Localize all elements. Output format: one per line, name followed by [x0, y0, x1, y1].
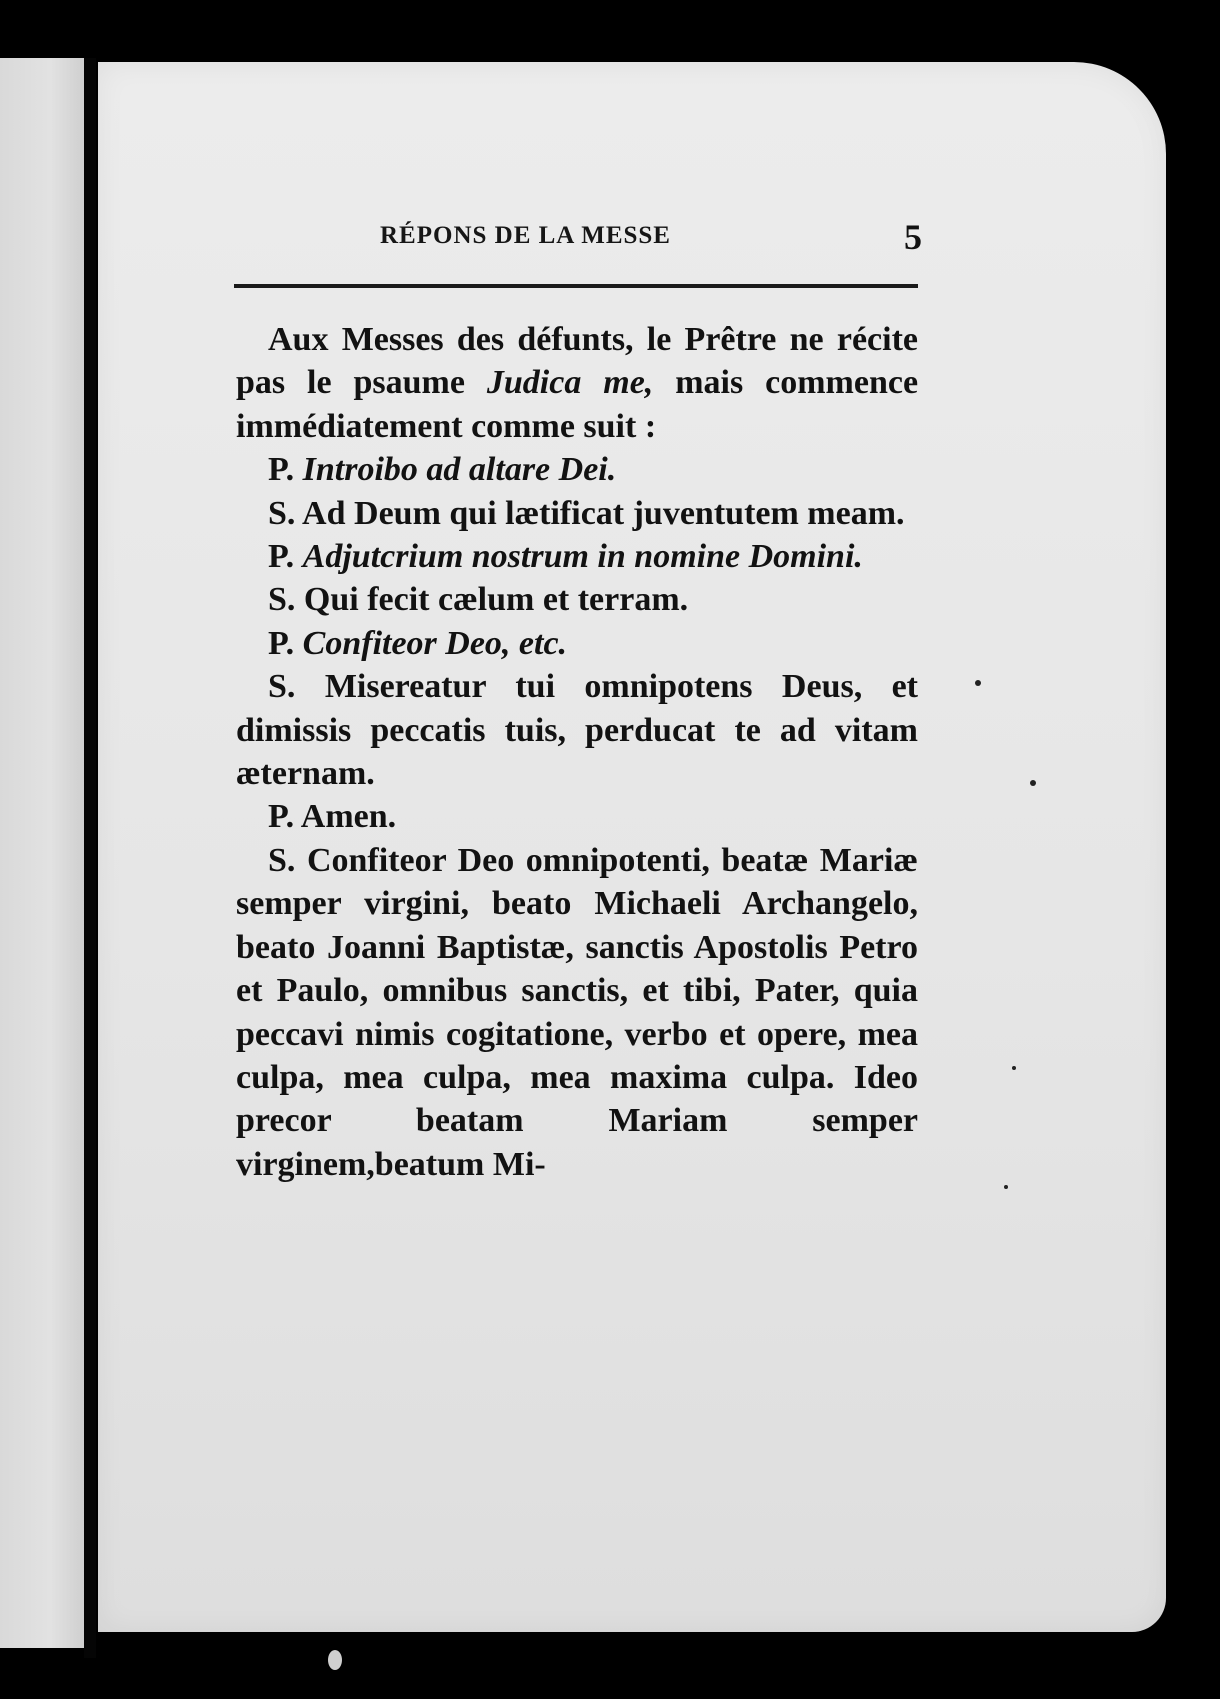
response-text: Adjutcrium nostrum in nomine Domini. [302, 538, 863, 576]
adjacent-page-edge [0, 58, 84, 1648]
intro-end: mais commence immédiatement comme suit : [236, 364, 919, 445]
page-number: 5 [904, 217, 922, 257]
intro-italic: Judica me, [486, 364, 654, 402]
scan-speck [1004, 1185, 1008, 1189]
speaker-label: P. [268, 538, 295, 576]
running-title: RÉPONS DE LA MESSE [380, 222, 671, 249]
speaker-label: S. [268, 841, 296, 879]
scan-speck [1030, 780, 1036, 786]
response-line [236, 622, 918, 665]
response-text: Confiteor Deo, etc. [302, 624, 568, 662]
intro-paragraph [236, 318, 918, 448]
scan-speck [1012, 1066, 1016, 1070]
response-line [236, 795, 918, 838]
response-text: Ad Deum qui lætificat juventutem meam. [302, 494, 905, 532]
response-line [236, 578, 918, 621]
response-line [236, 665, 918, 795]
response-line [236, 492, 918, 535]
page-body [236, 318, 918, 1186]
response-text: Confiteor Deo omnipotenti, beatæ Mariæ semper virgini, beato Michaeli Archangelo, beato Joanni Baptistæ, sanctis Apostolis Petro et Paulo, omnibus sanctis, et tibi, Pater, quia peccavi nimis cogitatione, verbo et opere, mea culpa, mea culpa, mea maxima culpa. Ideo precor beatam Mariam semper virginem,beatum Mi- [236, 841, 918, 1183]
response-line [236, 535, 918, 578]
header-rule [234, 284, 918, 288]
scan-speck [975, 680, 981, 686]
response-line [236, 448, 918, 491]
speaker-label: P. [268, 451, 295, 489]
running-head [232, 217, 922, 262]
intro-text: Aux Messes des défunts, le Prêtre ne récite pas le psaume [236, 321, 918, 402]
speaker-label: P. [268, 798, 295, 836]
response-text: Misereatur tui omnipotens Deus, et dimissis peccatis tuis, perducat te ad vitam æternam. [236, 668, 919, 793]
response-text: Introibo ad altare Dei. [302, 451, 617, 489]
speaker-label: S. [268, 494, 296, 532]
speaker-label: P. [268, 624, 295, 662]
response-line [236, 839, 918, 1186]
binding-gutter [84, 58, 96, 1658]
speaker-label: S. [268, 581, 296, 619]
response-text: Qui fecit cælum et terram. [303, 581, 689, 619]
speaker-label: S. [268, 668, 296, 706]
response-text: Amen. [300, 798, 397, 836]
scan-speck [328, 1650, 342, 1670]
